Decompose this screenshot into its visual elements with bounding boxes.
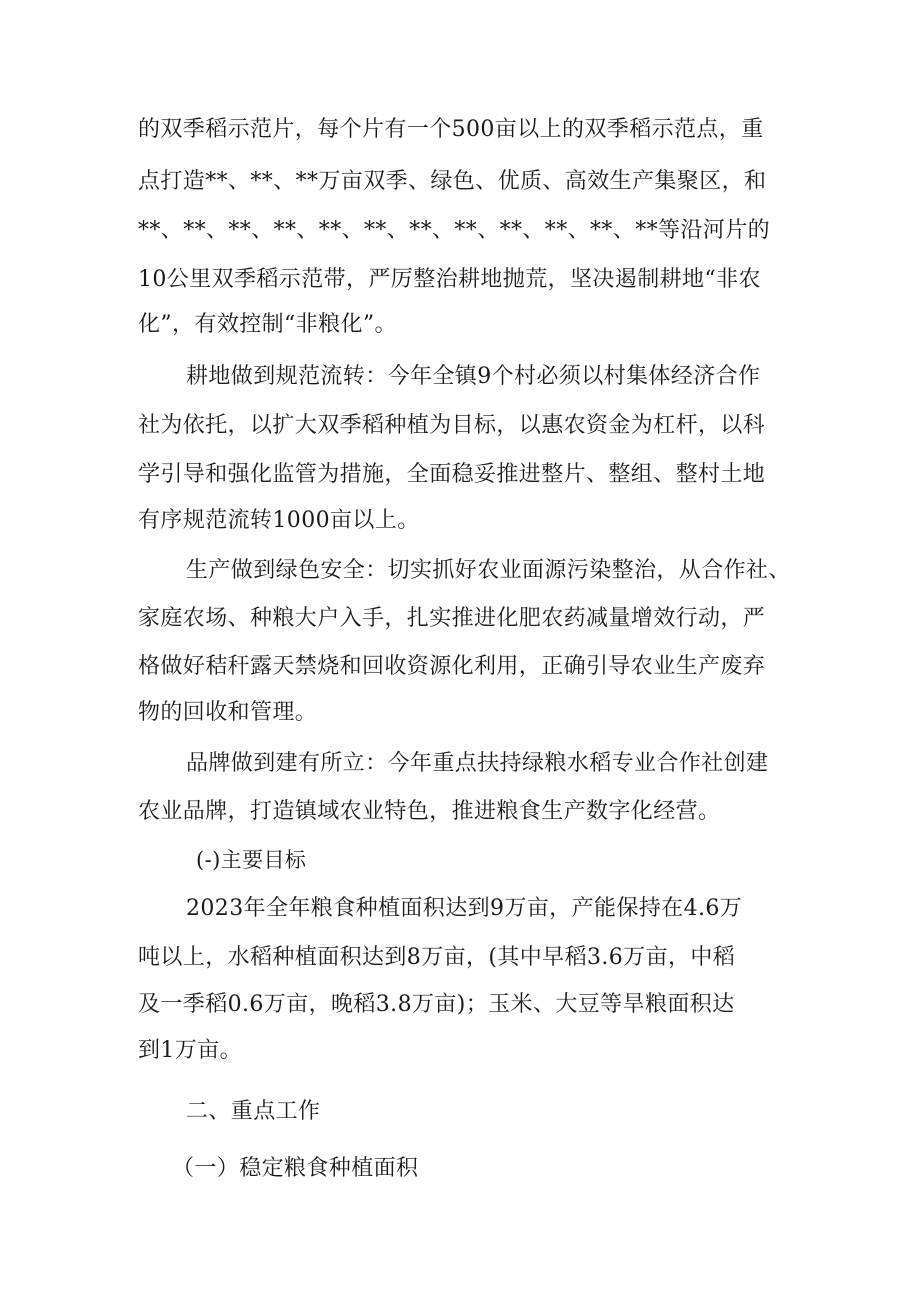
- subsection-heading: （一）稳定粮食种植面积: [172, 1156, 419, 1181]
- paragraph-line: 点打造**、**、**万亩双季、绿色、优质、高效生产集聚区，和: [138, 169, 767, 194]
- paragraph-line: **、**、**、**、**、**、**、**、**、**、**、**等沿河片的: [138, 218, 771, 243]
- paragraph-line: 及一季稻0.6万亩，晚稻3.8万亩)；玉米、大豆等旱粮面积达: [138, 992, 735, 1017]
- paragraph-line: 生产做到绿色安全：切实抓好农业面源污染整治，从合作社、: [186, 558, 791, 583]
- paragraph-line: 家庭农场、种粮大户入手，扎实推进化肥农药减量增效行动，严: [138, 606, 766, 631]
- paragraph-line: 耕地做到规范流转：今年全镇9个村必须以村集体经济合作: [186, 364, 761, 389]
- paragraph-line: 物的回收和管理。: [138, 700, 318, 725]
- paragraph-line: 格做好秸秆露天禁烧和回收资源化利用，正确引导农业生产废弃: [138, 654, 766, 679]
- section-heading: (-)主要目标: [196, 848, 307, 872]
- paragraph-line: 化”，有效控制“非粮化”。: [138, 312, 397, 337]
- section-heading: 二、重点工作: [186, 1099, 321, 1124]
- paragraph-line: 到1万亩。: [138, 1038, 242, 1063]
- paragraph-line: 社为依托，以扩大双季稻种植为目标，以惠农资金为杠杆，以科: [138, 413, 766, 438]
- paragraph-line: 吨以上，水稻种植面积达到8万亩，(其中早稻3.6万亩，中稻: [138, 945, 736, 970]
- paragraph-line: 2023年全年粮食种植面积达到9万亩，产能保持在4.6万: [186, 896, 743, 921]
- paragraph-line: 10公里双季稻示范带，严厉整治耕地抛荒，坚决遏制耕地“非农: [138, 267, 761, 292]
- paragraph-line: 品牌做到建有所立：今年重点扶持绿粮水稻专业合作社创建: [186, 751, 769, 776]
- paragraph-line: 农业品牌，打造镇域农业特色，推进粮食生产数字化经营。: [138, 799, 721, 824]
- paragraph-line: 有序规范流转1000亩以上。: [138, 508, 420, 533]
- paragraph-line: 的双季稻示范片，每个片有一个500亩以上的双季稻示范点，重: [138, 117, 764, 142]
- paragraph-line: 学引导和强化监管为措施，全面稳妥推进整片、整组、整村土地: [138, 462, 766, 487]
